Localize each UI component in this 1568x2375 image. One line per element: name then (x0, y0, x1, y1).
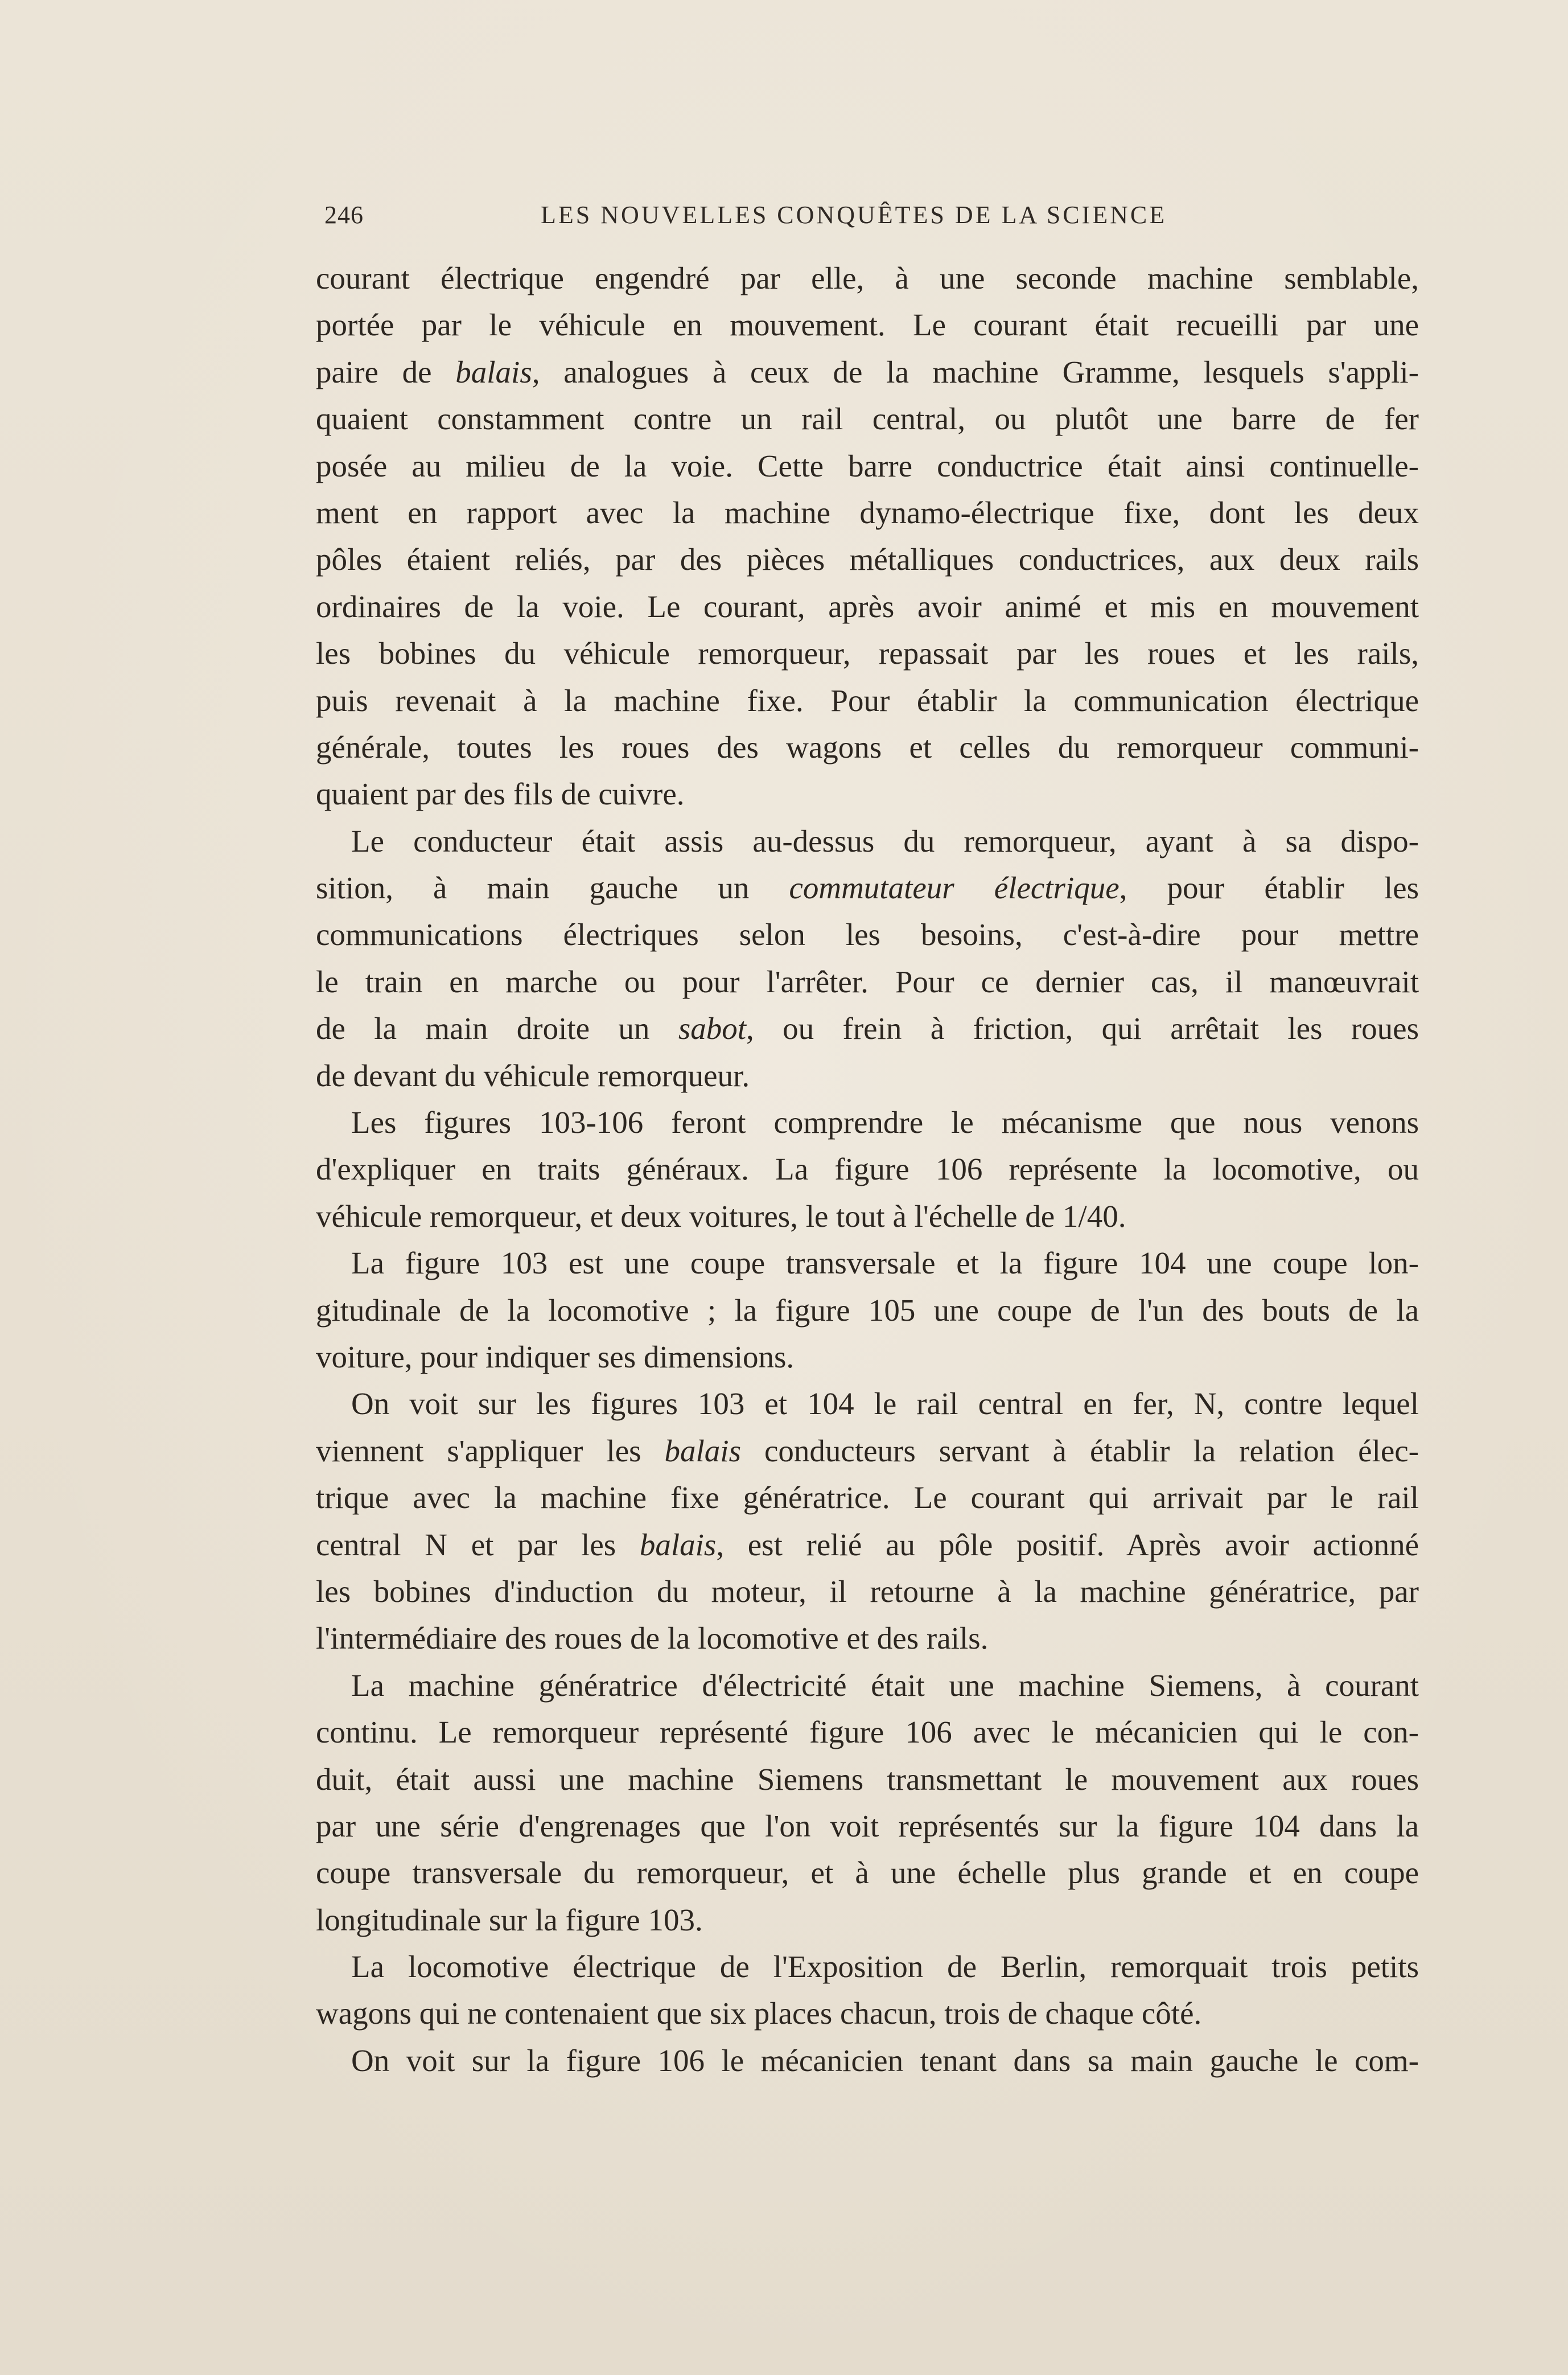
text-line: courant électrique engendré par elle, à une seconde machine semblable, (316, 261, 1419, 295)
text-line: trique avec la machine fixe génératrice. Le courant qui arrivait par le rail (316, 1480, 1419, 1515)
running-title: LES NOUVELLES CONQUÊTES DE LA SCIENCE (541, 201, 1167, 229)
page-header (324, 200, 1212, 240)
text-line: La locomotive électrique de l'Exposition de Berlin, remorquait trois petits (351, 1949, 1419, 1984)
text-line: La figure 103 est une coupe transversale et la figure 104 une coupe lon- (351, 1246, 1419, 1281)
paragraph (316, 1240, 1419, 1380)
paragraph (316, 1380, 1419, 1662)
italic-term: balais (639, 1527, 717, 1562)
text-line: véhicule remorqueur, et deux voitures, le tout à l'échelle de 1/40. (316, 1198, 1126, 1234)
paragraph (316, 818, 1419, 1099)
text-line: sition, à main gauche un commutateur électrique, pour établir les (316, 870, 1419, 906)
text-line: quaient par des fils de cuivre. (316, 776, 685, 812)
text-line: posée au milieu de la voie. Cette barre conductrice était ainsi continuelle- (316, 448, 1419, 483)
text-line: longitudinale sur la figure 103. (316, 1902, 703, 1937)
text-line: d'expliquer en traits généraux. La figure 106 représente la locomotive, ou (316, 1152, 1419, 1187)
text-line: gitudinale de la locomotive ; la figure 105 une coupe de l'un des bouts de la (316, 1292, 1419, 1328)
italic-term: sabot (678, 1011, 747, 1046)
text-line: paire de balais, analogues à ceux de la machine Gramme, lesquels s'appli- (316, 354, 1419, 389)
paragraph (316, 255, 1419, 818)
text-line: Le conducteur était assis au-dessus du remorqueur, ayant à sa dispo- (351, 823, 1419, 858)
text-line: duit, était aussi une machine Siemens transmettant le mouvement aux roues (316, 1761, 1419, 1797)
text-line: On voit sur la figure 106 le mécanicien tenant dans sa main gauche le com- (351, 2043, 1419, 2078)
text-line: Les figures 103-106 feront comprendre le mécanisme que nous venons (351, 1105, 1419, 1140)
text-line: ment en rapport avec la machine dynamo-électrique fixe, dont les deux (316, 495, 1419, 530)
text-line: les bobines du véhicule remorqueur, repassait par les roues et les rails, (316, 636, 1419, 671)
italic-term: balais (455, 354, 532, 389)
text-line: voiture, pour indiquer ses dimensions. (316, 1339, 795, 1374)
text-line: par une série d'engrenages que l'on voit représentés sur la figure 104 dans la (316, 1808, 1419, 1843)
text-line: le train en marche ou pour l'arrêter. Pour ce dernier cas, il manœuvrait (316, 964, 1419, 999)
paragraph (316, 1943, 1419, 2037)
text-line: portée par le véhicule en mouvement. Le courant était recueilli par une (316, 307, 1419, 343)
text-line: central N et par les balais, est relié au pôle positif. Après avoir actionné (316, 1527, 1419, 1562)
text-line: pôles étaient reliés, par des pièces métalliques conductrices, aux deux rails (316, 542, 1419, 577)
text-line: wagons qui ne contenaient que six places chacun, trois de chaque côté. (316, 1996, 1202, 2031)
text-line: générale, toutes les roues des wagons et celles du remorqueur communi- (316, 729, 1419, 765)
body-text (316, 255, 1419, 2084)
text-line: viennent s'appliquer les balais conducteurs servant à établir la relation élec- (316, 1433, 1419, 1468)
paragraph (316, 1099, 1419, 1240)
text-line: quaient constamment contre un rail central, ou plutôt une barre de fer (316, 401, 1419, 437)
paragraph (316, 2037, 1419, 2084)
text-line: les bobines d'induction du moteur, il retourne à la machine génératrice, par (316, 1573, 1419, 1609)
paragraph (316, 1662, 1419, 1943)
text-line: de la main droite un sabot, ou frein à friction, qui arrêtait les roues (316, 1011, 1419, 1046)
text-line: communications électriques selon les besoins, c'est-à-dire pour mettre (316, 917, 1419, 952)
italic-term: commutateur électrique (789, 870, 1120, 906)
text-line: puis revenait à la machine fixe. Pour établir la communication électrique (316, 683, 1419, 718)
text-line: de devant du véhicule remorqueur. (316, 1058, 750, 1093)
page-number: 246 (324, 201, 364, 229)
text-line: ordinaires de la voie. Le courant, après avoir animé et mis en mouvement (316, 589, 1419, 624)
text-line: coupe transversale du remorqueur, et à une échelle plus grande et en coupe (316, 1855, 1419, 1891)
text-line: l'intermédiaire des roues de la locomotive et des rails. (316, 1621, 989, 1656)
italic-term: balais (664, 1433, 741, 1468)
text-line: On voit sur les figures 103 et 104 le rail central en fer, N, contre lequel (351, 1386, 1419, 1421)
text-line: La machine génératrice d'électricité était une machine Siemens, à courant (351, 1667, 1419, 1703)
text-line: continu. Le remorqueur représenté figure 106 avec le mécanicien qui le con- (316, 1715, 1419, 1750)
